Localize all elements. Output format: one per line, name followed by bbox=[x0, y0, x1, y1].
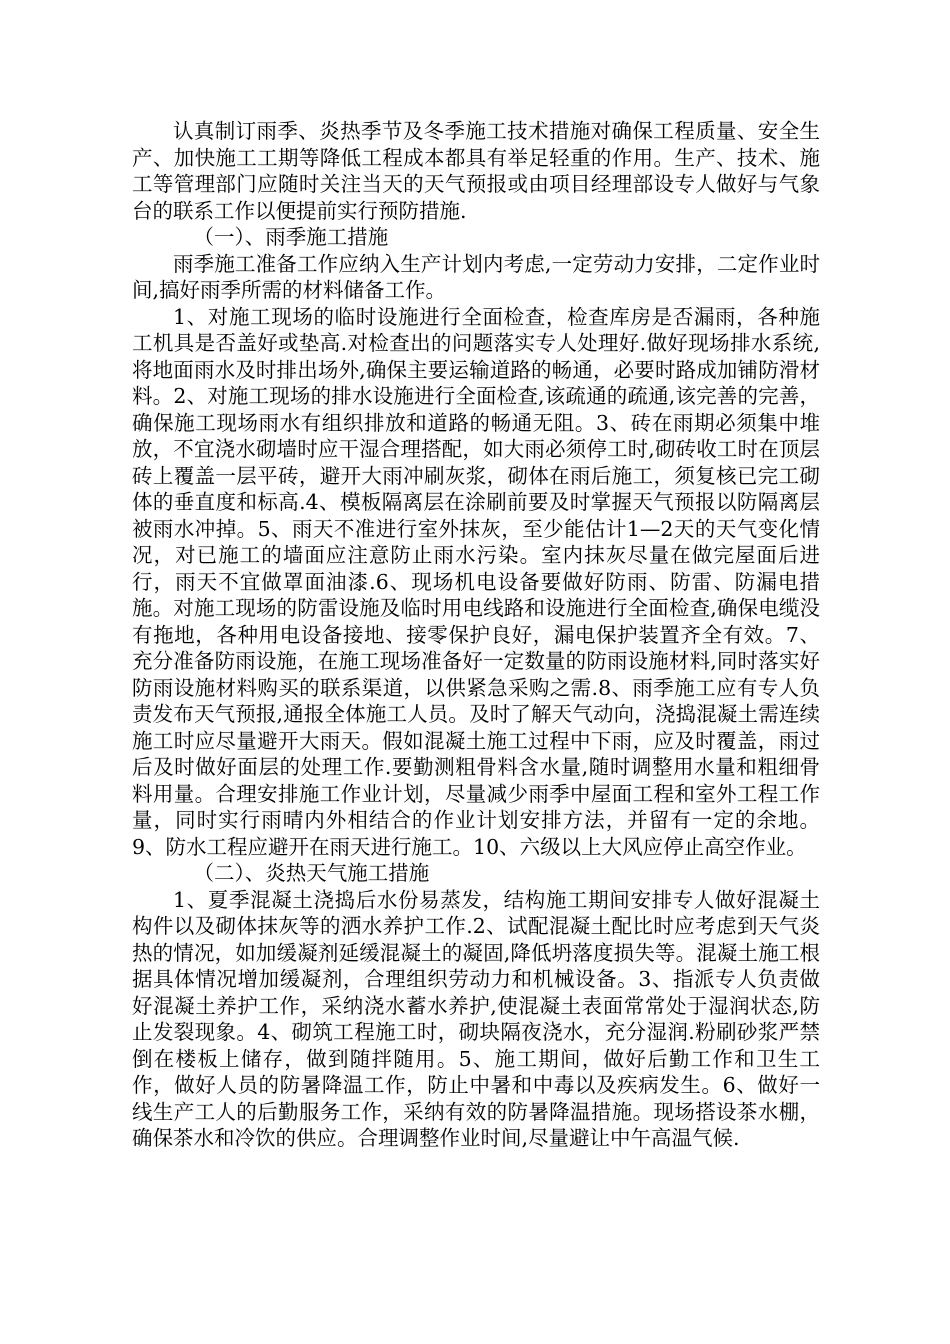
intro-paragraph: 认真制订雨季、炎热季节及冬季施工技术措施对确保工程质量、安全生产、加快施工工期等降低工程成本都具有举足轻重的作用。生产、技术、施工等管理部门应随时关注当天的天气预报或由项目经理部设专人做好与气象台的联系工作以便提前实行预防措施. bbox=[132, 119, 820, 223]
rainy-season-measures-paragraph: 1、对施工现场的临时设施进行全面检查，检查库房是否漏雨，各种施工机具是否盖好或垫高.对检查出的问题落实专人处理好.做好现场排水系统,将地面雨水及时排出场外,确保主要运输道路的畅通，必要时路成加铺防滑材料。2、对施工现场的排水设施进行全面检查,该疏通的疏通,该完善的完善，确保施工现场雨水有组织排放和道路的畅通无阻。3、砖在雨期必须集中堆放，不宜浇水砌墙时应干湿合理搭配，如大雨必须停工时,砌砖收工时在顶层砖上覆盖一层平砖，避开大雨冲刷灰浆，砌体在雨后施工，须复核已完工砌体的垂直度和标高.4、模板隔离层在涂刷前要及时掌握天气预报以防隔离层被雨水冲掉。5、雨天不准进行室外抹灰，至少能估计1—2天的天气变化情况，对已施工的墙面应注意防止雨水污染。室内抹灰尽量在做完屋面后进行，雨天不宜做罩面油漆.6、现场机电设备要做好防雨、防雷、防漏电措施。对施工现场的防雷设施及临时用电线路和设施进行全面检查,确保电缆没有拖地，各种用电设备接地、接零保护良好，漏电保护装置齐全有效。7、充分准备防雨设施，在施工现场准备好一定数量的防雨设施材料,同时落实好防雨设施材料购买的联系渠道，以供紧急采购之需.8、雨季施工应有专人负责发布天气预报,通报全体施工人员。及时了解天气动向，浇捣混凝土需连续施工时应尽量避开大雨天。假如混凝土施工过程中下雨，应及时覆盖，雨过后及时做好面层的处理工作.要勤测粗骨料含水量,随时调整用水量和粗细骨料用量。合理安排施工作业计划，尽量减少雨季中屋面工程和室外工程工作量，同时实行雨晴内外相结合的作业计划安排方法，并留有一定的余地。9、防水工程应避开在雨天进行施工。10、六级以上大风应停止高空作业。 bbox=[132, 304, 820, 859]
document-page bbox=[132, 118, 820, 1152]
section-heading-hot-weather: （二）、炎热天气施工措施 bbox=[193, 861, 430, 885]
section-heading-rainy-season: （一）、雨季施工措施 bbox=[193, 225, 389, 249]
rainy-season-preparation-paragraph: 雨季施工准备工作应纳入生产计划内考虑,一定劳动力安排，二定作业时间,搞好雨季所需的材料储备工作。 bbox=[132, 251, 820, 302]
hot-weather-measures-paragraph: 1、夏季混凝土浇捣后水份易蒸发，结构施工期间安排专人做好混凝土构件以及砌体抹灰等的洒水养护工作.2、试配混凝土配比时应考虑到天气炎热的情况，如加缓凝剂延缓混凝土的凝固,降低坍落度损失等。混凝土施工根据具体情况增加缓凝剂，合理组织劳动力和机械设备。3、指派专人负责做好混凝土养护工作，采纳浇水蓄水养护,使混凝土表面常常处于湿润状态,防止发裂现象。4、砌筑工程施工时，砌块隔夜浇水，充分湿润.粉刷砂浆严禁倒在楼板上储存，做到随拌随用。5、施工期间，做好后勤工作和卫生工作，做好人员的防暑降温工作，防止中暑和中毒以及疾病发生。6、做好一线生产工人的后勤服务工作，采纳有效的防暑降温措施。现场搭设茶水棚，确保茶水和冷饮的供应。合理调整作业时间,尽量避让中午高温气候. bbox=[132, 887, 820, 1150]
